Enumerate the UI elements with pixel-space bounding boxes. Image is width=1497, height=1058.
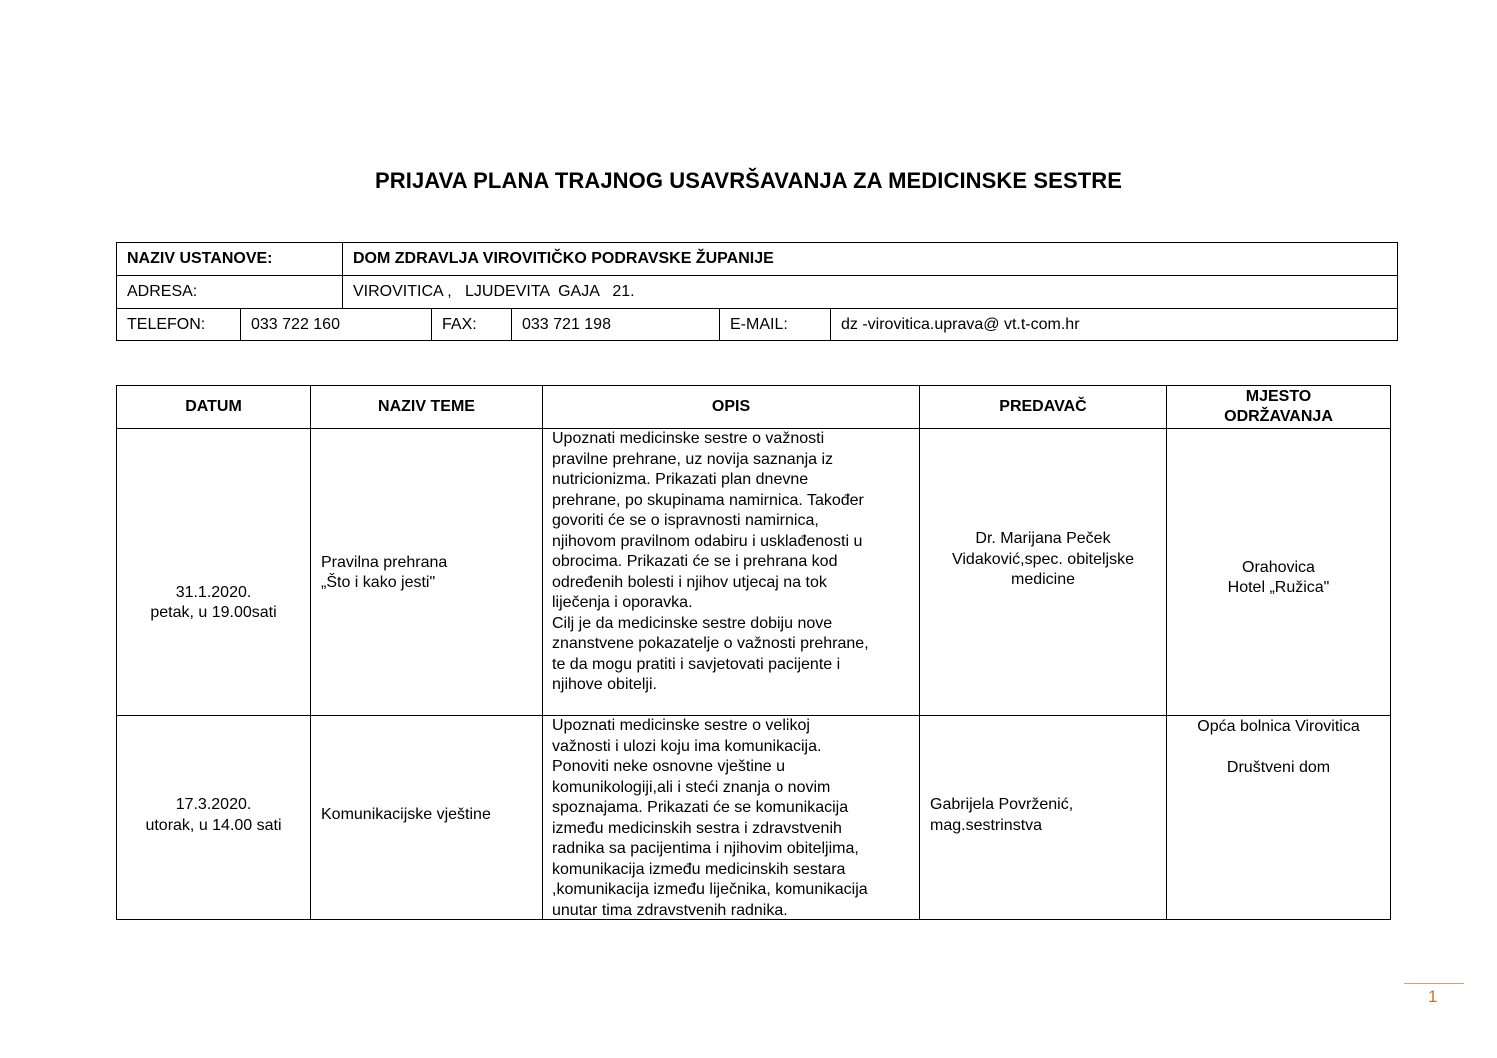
institution-name-label: NAZIV USTANOVE:: [127, 250, 273, 267]
fax-label: FAX:: [431, 309, 511, 340]
header-lecturer: PREDAVAČ: [919, 386, 1166, 428]
address-value: VIROVITICA , LJUDEVITA GAJA 21.: [342, 276, 1397, 308]
row-lecturer: Dr. Marijana Peček Vidaković,spec. obiteljske medicine: [919, 429, 1166, 715]
institution-contact-row: [117, 309, 1397, 340]
institution-info-table: [116, 242, 1398, 341]
table-row: [117, 716, 1390, 919]
institution-name-value: DOM ZDRAVLJA VIROVITIČKO PODRAVSKE ŽUPANIJE: [342, 243, 1397, 275]
row-topic: Komunikacijske vještine: [310, 716, 542, 919]
schedule-header-row: [117, 386, 1390, 429]
row-date: 31.1.2020. petak, u 19.00sati: [150, 583, 277, 621]
row-topic: Pravilna prehrana „Što i kako jesti": [310, 429, 542, 715]
institution-name-row: [117, 243, 1397, 276]
row-lecturer: Gabrijela Povrženić, mag.sestrinstva: [919, 716, 1166, 919]
header-topic: NAZIV TEME: [310, 386, 542, 428]
row-description: Upoznati medicinske sestre o velikoj važnosti i ulozi koju ima komunikacija. Ponoviti neke osnovne vještine u komunikologiji,ali i steći znanja o novim spoznajama. Prikazati će se komunikacija između medicinskih sestra i zdravstvenih radnika sa pacijentima i njihovim obiteljima, komunikacija između medicinskih sestara ,komunikacija između liječnika, komunikacija unutar tima zdravstvenih radnika.: [542, 716, 919, 919]
phone-label: TELEFON:: [127, 315, 206, 333]
row-date: 17.3.2020. utorak, u 14.00 sati: [145, 796, 282, 834]
email-label: E-MAIL:: [719, 309, 830, 340]
row-location: Opća bolnica Virovitica Društveni dom: [1166, 716, 1390, 919]
address-label: ADRESA:: [127, 283, 198, 300]
row-description: Upoznati medicinske sestre o važnosti pravilne prehrane, uz novija saznanja iz nutricionizma. Prikazati plan dnevne prehrane, po skupinama namirnica. Također govoriti će se o ispravnosti namirnica, njihovom pravilnom odabiru i usklađenosti u obrocima. Prikazati će se i prehrana kod određenih bolesti i njihov utjecaj na tok liječenja i oporavka. Cilj je da medicinske sestre dobiju nove znanstvene pokazatelje o važnosti prehrane, te da mogu pratiti i savjetovati pacijente i njihove obitelji.: [542, 429, 919, 715]
table-row: [117, 429, 1390, 716]
schedule-table: [116, 385, 1391, 920]
email-value: dz -virovitica.uprava@ vt.t-com.hr: [830, 309, 1397, 340]
row-location: Orahovica Hotel „Ružica": [1166, 429, 1390, 715]
header-location: MJESTO ODRŽAVANJA: [1166, 386, 1390, 428]
header-date: DATUM: [185, 398, 242, 415]
institution-address-row: [117, 276, 1397, 309]
fax-value: 033 721 198: [511, 309, 719, 340]
document-title: PRIJAVA PLANA TRAJNOG USAVRŠAVANJA ZA MEDICINSKE SESTRE: [374, 168, 1123, 193]
page-number: 1: [1428, 987, 1438, 1006]
header-description: OPIS: [542, 386, 919, 428]
phone-value: 033 722 160: [240, 309, 431, 340]
page-number-rule: [1404, 983, 1464, 984]
